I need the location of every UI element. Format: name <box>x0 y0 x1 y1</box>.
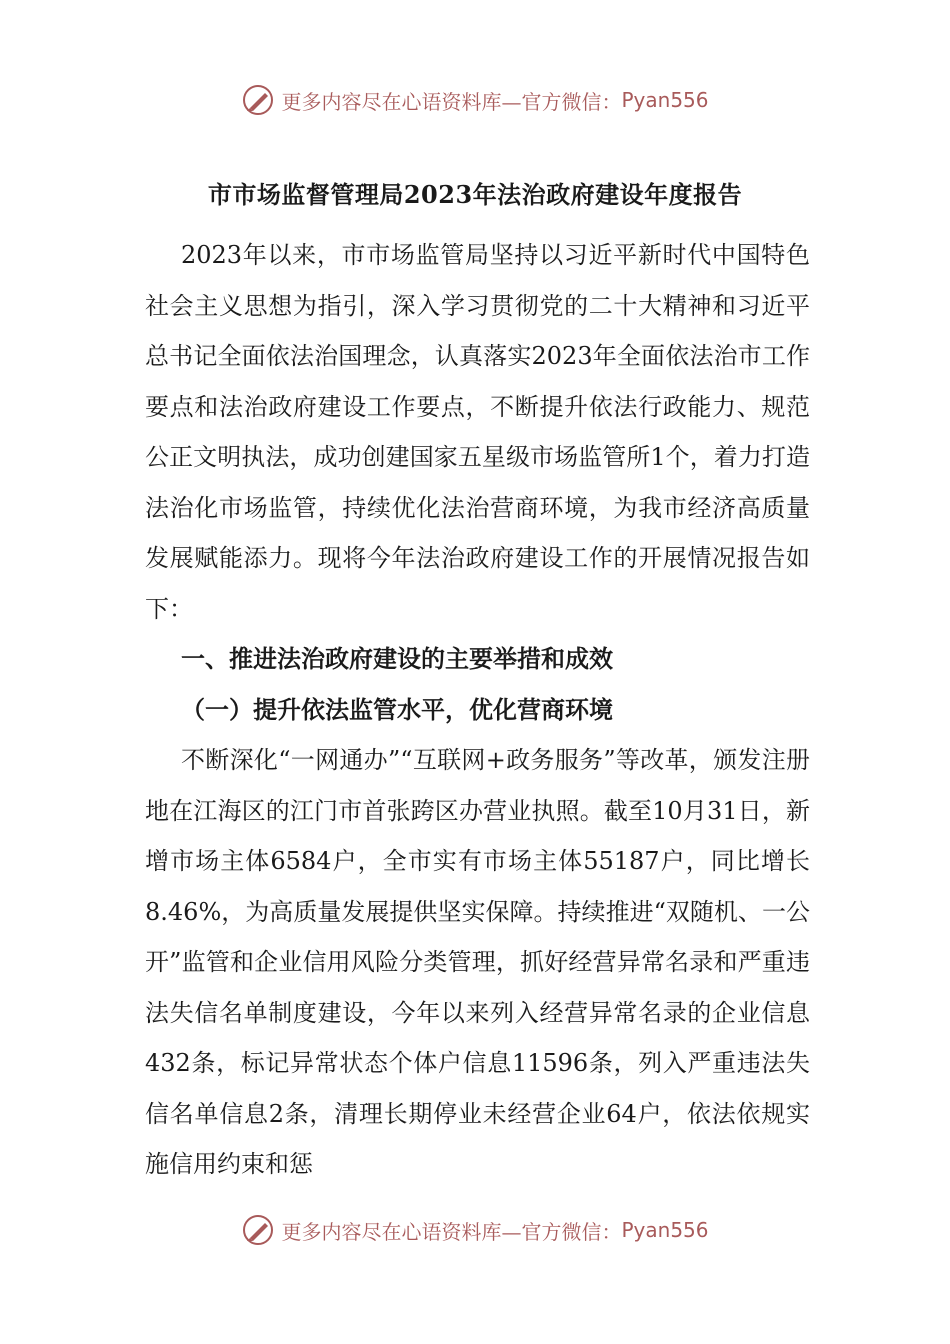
watermark-handle: Pyan556 <box>621 88 709 112</box>
pen-logo-icon <box>241 1213 275 1247</box>
section-heading: 一、推进法治政府建设的主要举措和成效 <box>181 644 613 673</box>
subsection-heading: （一）提升依法监管水平，优化营商环境 <box>181 694 613 724</box>
pen-logo-icon <box>241 83 275 117</box>
intro-paragraph: 2023年以来，市市场监管局坚持以习近平新时代中国特色社会主义思想为指引，深入学习贯彻党的二十大精神和习近平总书记全面依法治国理念，认真落实2023年全面依法治市工作要点和法治政府建设工作要点，不断提升依法行政能力、规范公正文明执法，成功创建国家五星级市场监管所1个，着力打造法治化市场监管，持续优化法治营商环境，为我市经济高质量发展赋能添力。现将今年法治政府建设工作的开展情况报告如下： <box>145 241 810 623</box>
watermark-footer <box>0 1210 950 1250</box>
watermark-handle: Pyan556 <box>621 1218 709 1242</box>
watermark-text: 更多内容尽在心语资料库—官方微信： <box>281 1219 622 1244</box>
document-body <box>145 230 810 1190</box>
watermark-header <box>0 80 950 120</box>
document-title: 市市场监督管理局2023年法治政府建设年度报告 <box>207 180 743 209</box>
watermark-text: 更多内容尽在心语资料库—官方微信： <box>281 89 622 114</box>
subsection-paragraph: 不断深化“一网通办”“互联网+政务服务”等改革，颁发注册地在江海区的江门市首张跨区办营业执照。截至10月31日，新增市场主体6584户，全市实有市场主体55187户，同比增长8.46%，为高质量发展提供坚实保障。持续推进“双随机、一公开”监管和企业信用风险分类管理，抓好经营异常名录和严重违法失信名单制度建设，今年以来列入经营异常名录的企业信息432条，标记异常状态个体户信息11596条，列入严重违法失信名单信息2条，清理长期停业未经营企业64户，依法依规实施信用约束和惩 <box>145 746 810 1178</box>
